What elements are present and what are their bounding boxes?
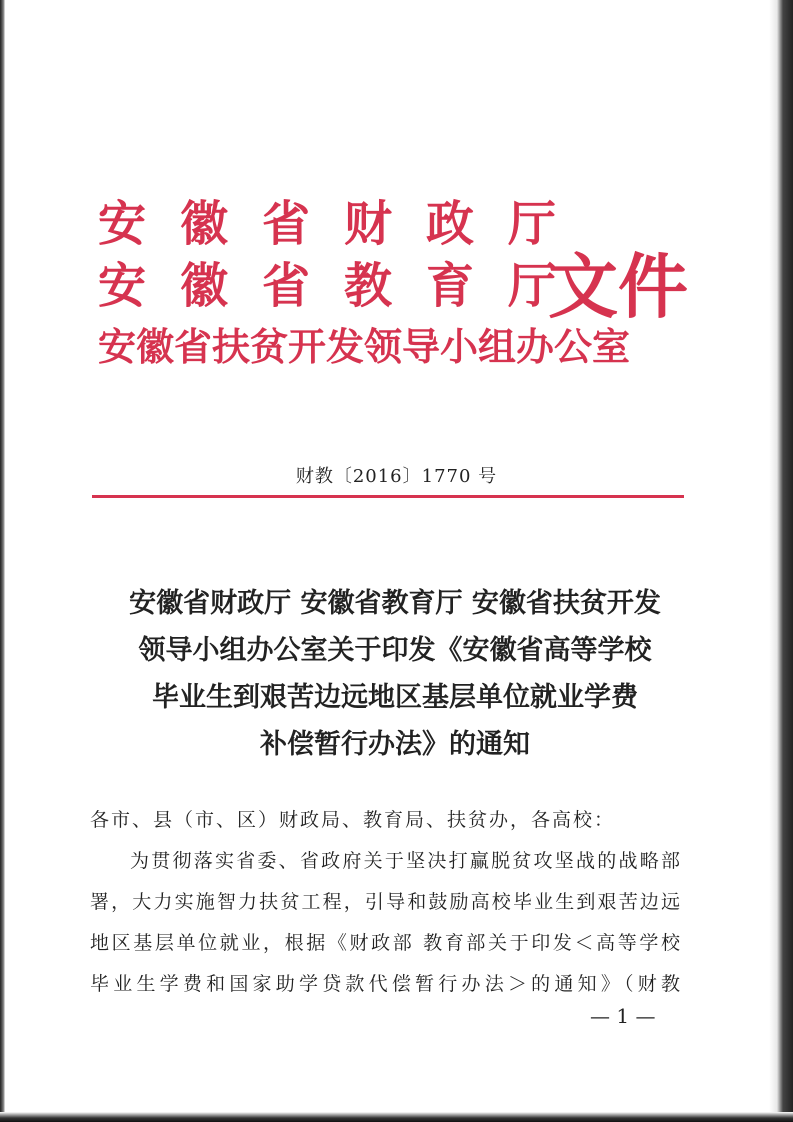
page-number: — 1 —: [590, 1004, 656, 1028]
document-title: [90, 580, 700, 768]
title-line: 毕业生到艰苦边远地区基层单位就业学费: [152, 682, 638, 713]
document-number: 财教〔2016〕1770 号: [295, 466, 498, 487]
scan-edge-bottom: [0, 1112, 793, 1122]
issuer-education-dept: 安徽省教育厅: [98, 258, 591, 314]
document-body: [90, 800, 680, 1005]
title-line: 安徽省财政厅 安徽省教育厅 安徽省扶贫开发: [129, 588, 661, 619]
salutation: 各市、县（市、区）财政局、教育局、扶贫办，各高校：: [90, 809, 616, 831]
paragraph-line: 为贯彻落实省委、省政府关于坚决打赢脱贫攻坚战的战略部: [130, 850, 680, 872]
paragraph-line: 地区基层单位就业，根据《财政部 教育部关于印发＜高等学校: [90, 932, 680, 954]
document-type-label: 文件: [548, 246, 688, 328]
title-line: 领导小组办公室关于印发《安徽省高等学校: [138, 635, 652, 666]
scan-edge-left: [0, 0, 5, 1122]
scan-edge-right: [769, 0, 793, 1122]
paragraph-line: 署，大力实施智力扶贫工程，引导和鼓励高校毕业生到艰苦边远: [90, 891, 680, 913]
issuer-finance-dept: 安徽省财政厅: [98, 196, 591, 252]
red-divider: [92, 495, 684, 498]
paragraph-line: 毕业生学费和国家助学贷款代偿暂行办法＞的通知》（财教: [90, 973, 680, 995]
title-line: 补偿暂行办法》的通知: [260, 729, 530, 760]
issuer-poverty-office: 安徽省扶贫开发领导小组办公室: [98, 325, 631, 369]
